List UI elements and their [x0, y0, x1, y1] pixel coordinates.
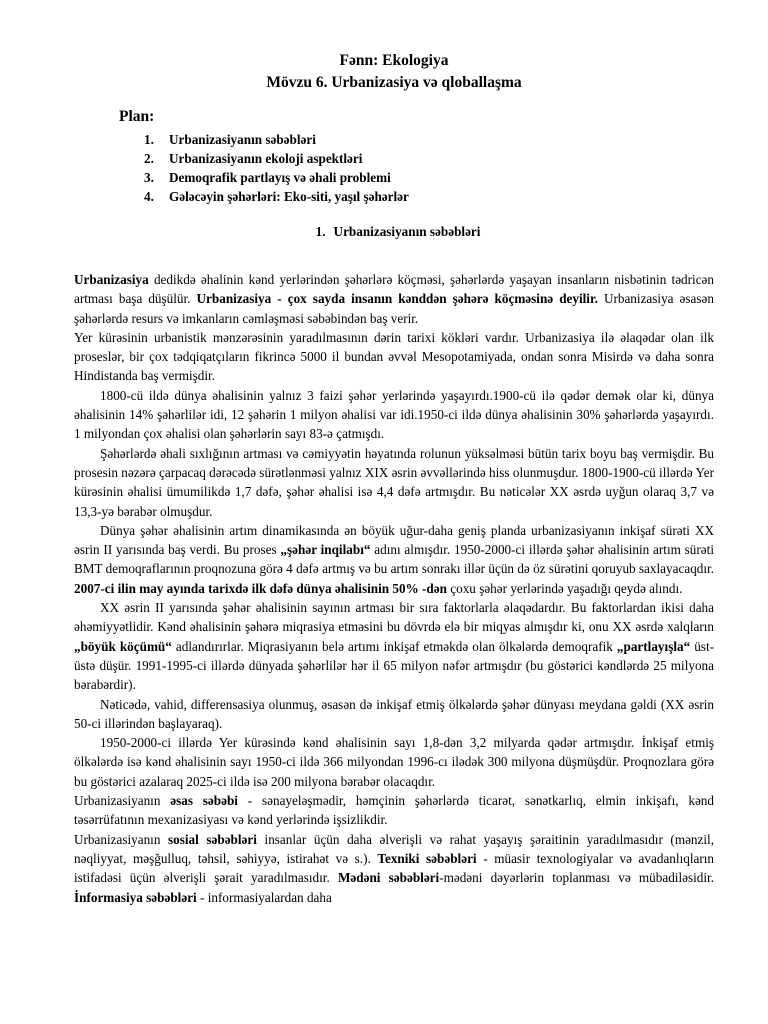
plan-item	[144, 149, 714, 168]
paragraph: Şəhərlərdə əhali sıxlığının artması və cəmiyyətin həyatında rolunun yüksəlməsi bütün tarix boyu baş vermişdir. Bu prosesin nəzərə çarpacaq dərəcədə sürətlənməsi yalnız XIX əsrin əvvəllərində hiss olunmuşdur. 1800-1900-cü illərdə Yer kürəsinin əhalisi ümumilikdə 1,7 dəfə, şəhər əhalisi isə 4,4 dəfə artmışdır. Bu nəticələr XX əsrdə uyğun olaraq 3,7 və 13,3-yə bərabər olmuşdur.	[74, 445, 714, 519]
plan-item	[144, 168, 714, 187]
text-run: adını almışdır. 1950-2000-ci illərdə şəhər əhalisinin artım sürəti BMT demoqraflarının proqnozuna görə 4 dəfə artmış və bu artım sonrakı illər üçün də öz sürətini qoruyub saxlayacaqdır.	[74, 542, 714, 577]
bold-term: əsas səbəbi	[170, 793, 238, 809]
text-run: - sənayeləşmədir, həmçinin şəhərlərdə ticarət, sənətkarlıq, elmin inkişafı, kənd təsərrüfatının mexanizasiyası və kənd yerlərində işsizlikdir.	[74, 793, 714, 828]
bold-term: „şəhər inqilabı“	[280, 542, 371, 558]
plan-item	[144, 187, 714, 206]
bold-term: Urbanizasiya	[74, 272, 149, 287]
paragraph: Nəticədə, vahid, differensasiya olunmuş, əsasən də inkişaf etmiş ölkələrdə şəhər dünyası meydana gəldi (XX əsrin 50-ci illərindən başlayaraq).	[74, 696, 714, 731]
bold-term: 2007-ci ilin may ayında tarixdə ilk dəfə dünya əhalisinin 50% -dən	[74, 580, 447, 596]
section-heading	[74, 224, 714, 240]
text-run: çoxu şəhər yerlərində yaşadığı qeydə alındı.	[446, 580, 683, 596]
text-run: XX əsrin II yarısında şəhər əhalisinin sayının artması bir sıra faktorlarla əlaqədardır. Bu faktorlardan ikisi daha əhəmiyyətlidir. Kənd əhalisinin şəhərə miqrasiya etməsini bu dövrdə elə bir miqyas almışdır ki, onu XX əsrdə xalqların	[74, 600, 714, 635]
text-run: Urbanizasiyanın	[74, 793, 171, 809]
text-run: Urbanizasiyanın	[74, 831, 169, 847]
plan-item-number: 4.	[144, 189, 154, 204]
plan-item-text: Urbanizasiyanın ekoloji aspektləri	[169, 151, 363, 166]
bold-term: „partlayışla“	[616, 638, 691, 654]
text-run: - müasir texnologiyalar və avadanlıqların istifadəsi üçün əlverişli şərait yaradılmasıdır.	[74, 850, 714, 886]
paragraph: 1950-2000-ci illərdə Yer kürəsində kənd əhalisinin sayı 1,8-dən 3,2 milyarda qədər artmışdır. İnkişaf etmiş ölkələrdə isə kənd əhalisinin sayı 1950-ci ildə 366 milyondan 1996-cı ilədək 300 milyona düşmüşdür. Proqnozlara görə bu göstərici azalaraq 2025-ci ildə isə 200 milyona bərabər olacaqdır.	[74, 735, 714, 789]
section-title: Urbanizasiyanın səbəbləri	[333, 224, 481, 239]
topic-title: Mövzu 6. Urbanizasiya və qloballaşma	[266, 74, 522, 91]
text-run: Urbanizasiya əsasən şəhərlərdə resurs və imkanların cəmləşməsi səbəbindən baş verir.	[74, 291, 714, 326]
paragraph: Yer kürəsinin urbanistik mənzərəsinin yaradılmasının dərin tarixi kökləri vardır. Urbanizasiya ilə əlaqədar olan ilk proseslər, bir çox tədqiqatçıların fikrincə 5000 il bundan əvvəl Mesopotamiyada, ondan sonra Misirdə və daha sonra Hindistanda baş vermişdir.	[74, 329, 714, 384]
text-run: adlandırırlar. Miqrasiyanın belə artımı inkişaf etməkdə olan ölkələrdə demoqrafik	[171, 638, 617, 654]
text-run: - informasiyalardan daha	[196, 889, 332, 905]
plan-item-number: 1.	[144, 132, 154, 147]
plan-item-number: 3.	[144, 170, 154, 185]
bold-term: İnformasiya səbəbləri	[74, 889, 197, 905]
section-number: 1.	[315, 224, 326, 239]
bold-definition: Urbanizasiya - çox sayda insanın kənddən şəhərə köçməsinə deyilir.	[196, 291, 598, 307]
paragraph	[74, 598, 714, 694]
subject-title: Fənn: Ekologiya	[339, 52, 449, 69]
paragraph: 1800-cü ildə dünya əhalisinin yalnız 3 faizi şəhər yerlərində yaşayırdı.1900-cü ilə qədər demək olar ki, dünya əhalisinin 14% şəhərlilər idi, 12 şəhərin 1 milyon əhalisi var idi.1950-ci ildə dünya əhalisinin 30% şəhərlərdə yaşayırdı. 1 milyondan çox əhalisi olan şəhərlərin sayı 83-ə çatmışdı.	[74, 387, 714, 442]
document-page	[74, 50, 714, 907]
text-run: insanlar üçün daha əlverişli və rahat yaşayış şəraitinin yaradılmasıdır (mənzil, nəqliyyat, məşğulluq, təhsil, səhiyyə, istirahət və s.).	[74, 831, 715, 866]
paragraph	[74, 521, 714, 598]
plan-heading: Plan:	[119, 108, 155, 125]
text-run: -mədəni dəyərlərin toplanması və mübadiləsidir.	[439, 870, 714, 886]
bold-term: Mədəni səbəbləri	[337, 870, 440, 886]
plan-item-text: Demoqrafik partlayış və əhali problemi	[169, 170, 391, 185]
bold-term: Texniki səbəbləri	[377, 850, 477, 866]
plan-item	[144, 130, 714, 149]
paragraph	[74, 791, 714, 830]
text-run: Dünya şəhər əhalisinin artım dinamikasında ən böyük uğur-daha geniş planda urbanizasiyanın inkişaf sürəti XX əsrin II yarısında baş verdi. Bu proses	[74, 522, 714, 558]
text-run: üst-üstə düşür. 1991-1995-ci illərdə dünyada şəhərlilər hər il 65 milyon nəfər artmışdır (bu göstərici kəndlərdə 25 milyona bərabərdir).	[74, 638, 714, 693]
paragraph	[74, 270, 714, 328]
paragraph	[74, 830, 714, 907]
plan-item-number: 2.	[144, 151, 154, 166]
bold-term: „böyük köçümü“	[74, 638, 172, 654]
text-run: dedikdə əhalinin kənd yerlərindən şəhərlərə köçməsi, şəhərlərdə yaşayan insanların nisbətinin tədricən artması başa düşülür.	[74, 272, 714, 307]
plan-item-text: Urbanizasiyanın səbəbləri	[169, 132, 316, 147]
plan-list	[144, 130, 714, 206]
bold-term: sosial səbəbləri	[168, 831, 257, 847]
plan-item-text: Gələcəyin şəhərləri: Eko-siti, yaşıl şəhərlər	[169, 189, 409, 204]
